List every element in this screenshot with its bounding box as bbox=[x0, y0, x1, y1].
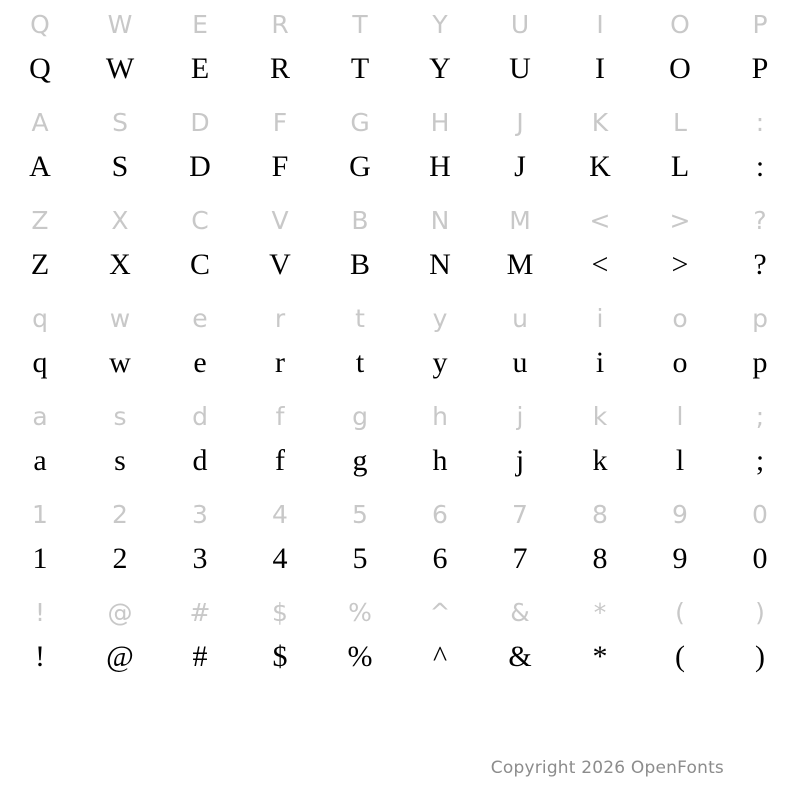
glyph-sample: 2 bbox=[112, 542, 128, 575]
glyph-label: J bbox=[516, 108, 524, 137]
glyph-label: k bbox=[592, 402, 608, 431]
glyph-cell bbox=[400, 298, 480, 396]
glyph-sample: a bbox=[33, 444, 47, 477]
glyph-label: ! bbox=[34, 598, 46, 627]
glyph-row bbox=[0, 200, 800, 298]
glyph-label: f bbox=[275, 402, 285, 431]
glyph-cell bbox=[160, 102, 240, 200]
glyph-label: X bbox=[111, 206, 129, 235]
glyph-cell bbox=[480, 4, 560, 102]
glyph-cell bbox=[640, 396, 720, 494]
glyph-label: M bbox=[509, 206, 531, 235]
glyph-sample: ! bbox=[35, 640, 45, 673]
glyph-sample: h bbox=[432, 444, 448, 477]
glyph-sample: T bbox=[350, 52, 370, 85]
glyph-label: E bbox=[192, 10, 208, 39]
glyph-label: ; bbox=[755, 402, 765, 431]
glyph-label: o bbox=[672, 304, 688, 333]
glyph-label: W bbox=[107, 10, 133, 39]
glyph-cell bbox=[320, 102, 400, 200]
glyph-sample: 3 bbox=[192, 542, 208, 575]
glyph-cell bbox=[720, 494, 800, 592]
glyph-cell bbox=[720, 200, 800, 298]
glyph-row bbox=[0, 298, 800, 396]
glyph-label: q bbox=[32, 304, 48, 333]
glyph-row bbox=[0, 494, 800, 592]
glyph-label: A bbox=[31, 108, 49, 137]
glyph-sample: f bbox=[275, 444, 285, 477]
glyph-cell bbox=[560, 494, 640, 592]
glyph-cell bbox=[80, 298, 160, 396]
glyph-cell bbox=[80, 592, 160, 690]
glyph-label: * bbox=[593, 598, 607, 627]
glyph-cell bbox=[560, 592, 640, 690]
glyph-sample: Q bbox=[29, 52, 51, 85]
glyph-label: 3 bbox=[192, 500, 208, 529]
copyright-text: Copyright 2026 OpenFonts bbox=[490, 758, 724, 778]
glyph-sample: % bbox=[347, 640, 373, 673]
glyph-sample: $ bbox=[272, 640, 288, 673]
glyph-cell bbox=[480, 592, 560, 690]
glyph-label: S bbox=[112, 108, 128, 137]
glyph-sample: g bbox=[352, 444, 368, 477]
glyph-cell bbox=[160, 592, 240, 690]
footer bbox=[0, 758, 800, 778]
glyph-label: l bbox=[676, 402, 684, 431]
glyph-cell bbox=[240, 396, 320, 494]
glyph-label: 4 bbox=[272, 500, 288, 529]
glyph-label: P bbox=[752, 10, 768, 39]
glyph-sample: ; bbox=[755, 444, 765, 477]
glyph-sample: D bbox=[189, 150, 211, 183]
glyph-label: d bbox=[192, 402, 208, 431]
glyph-sample: p bbox=[752, 346, 768, 379]
glyph-sample: V bbox=[269, 248, 291, 281]
glyph-label: $ bbox=[272, 598, 288, 627]
glyph-label: B bbox=[351, 206, 369, 235]
glyph-sample: k bbox=[592, 444, 608, 477]
glyph-cell bbox=[240, 592, 320, 690]
glyph-sample: Z bbox=[30, 248, 50, 281]
glyph-sample: I bbox=[595, 52, 605, 85]
glyph-label: g bbox=[352, 402, 368, 431]
glyph-sample: K bbox=[589, 150, 611, 183]
glyph-sample: # bbox=[192, 640, 208, 673]
glyph-cell bbox=[480, 298, 560, 396]
glyph-label: t bbox=[355, 304, 365, 333]
glyph-label: O bbox=[670, 10, 690, 39]
glyph-label: R bbox=[271, 10, 289, 39]
glyph-sample: B bbox=[349, 248, 370, 281]
glyph-cell bbox=[560, 102, 640, 200]
glyph-sample: E bbox=[190, 52, 210, 85]
glyph-sample: q bbox=[32, 346, 48, 379]
glyph-label: Z bbox=[31, 206, 49, 235]
glyph-cell bbox=[80, 494, 160, 592]
glyph-cell bbox=[320, 298, 400, 396]
glyph-cell bbox=[640, 494, 720, 592]
glyph-label: u bbox=[512, 304, 528, 333]
glyph-sample: W bbox=[105, 52, 135, 85]
glyph-cell bbox=[0, 592, 80, 690]
glyph-cell bbox=[0, 102, 80, 200]
glyph-sample: Y bbox=[429, 52, 451, 85]
glyph-cell bbox=[240, 298, 320, 396]
glyph-sample: ) bbox=[755, 640, 765, 673]
glyph-cell bbox=[400, 200, 480, 298]
glyph-cell bbox=[160, 298, 240, 396]
glyph-label: 8 bbox=[592, 500, 608, 529]
glyph-cell bbox=[560, 4, 640, 102]
glyph-label: T bbox=[352, 10, 368, 39]
glyph-sample: O bbox=[669, 52, 691, 85]
glyph-cell bbox=[0, 396, 80, 494]
glyph-sample: s bbox=[114, 444, 126, 477]
glyph-cell bbox=[400, 494, 480, 592]
glyph-label: ? bbox=[753, 206, 767, 235]
glyph-cell bbox=[0, 4, 80, 102]
glyph-cell bbox=[320, 4, 400, 102]
glyph-cell bbox=[0, 494, 80, 592]
glyph-cell bbox=[0, 200, 80, 298]
glyph-sample: 4 bbox=[272, 542, 288, 575]
glyph-cell bbox=[720, 396, 800, 494]
glyph-sample: t bbox=[355, 346, 365, 379]
glyph-sample: 9 bbox=[672, 542, 688, 575]
glyph-sample: o bbox=[672, 346, 688, 379]
glyph-sample: y bbox=[432, 346, 448, 379]
glyph-cell bbox=[640, 102, 720, 200]
glyph-label: 2 bbox=[112, 500, 128, 529]
glyph-label: V bbox=[271, 206, 289, 235]
glyph-label: @ bbox=[107, 598, 133, 627]
glyph-label: & bbox=[510, 598, 530, 627]
glyph-label: % bbox=[348, 598, 372, 627]
glyph-sample: J bbox=[514, 150, 526, 183]
glyph-sample: * bbox=[592, 640, 608, 673]
glyph-cell bbox=[720, 4, 800, 102]
glyph-label: H bbox=[430, 108, 450, 137]
glyph-cell bbox=[720, 298, 800, 396]
glyph-cell bbox=[240, 200, 320, 298]
glyph-label: G bbox=[350, 108, 370, 137]
glyph-cell bbox=[400, 592, 480, 690]
glyph-sample: R bbox=[269, 52, 290, 85]
glyph-sample: M bbox=[506, 248, 534, 281]
glyph-sample: > bbox=[671, 248, 689, 281]
glyph-sample: < bbox=[591, 248, 609, 281]
glyph-cell bbox=[480, 200, 560, 298]
glyph-row bbox=[0, 396, 800, 494]
glyph-label: ( bbox=[675, 598, 685, 627]
glyph-sample: d bbox=[192, 444, 208, 477]
glyph-sample: w bbox=[109, 346, 131, 379]
glyph-cell bbox=[320, 396, 400, 494]
glyph-sample: ( bbox=[675, 640, 685, 673]
glyph-cell bbox=[400, 102, 480, 200]
glyph-label: K bbox=[591, 108, 609, 137]
glyph-cell bbox=[80, 4, 160, 102]
glyph-sample: j bbox=[515, 444, 525, 477]
glyph-label: N bbox=[430, 206, 450, 235]
glyph-cell bbox=[640, 592, 720, 690]
glyph-sample: G bbox=[349, 150, 371, 183]
glyph-label: < bbox=[589, 206, 611, 235]
glyph-sample: 6 bbox=[432, 542, 448, 575]
glyph-cell bbox=[240, 102, 320, 200]
glyph-sample: u bbox=[512, 346, 528, 379]
glyph-cell bbox=[480, 396, 560, 494]
glyph-cell bbox=[160, 396, 240, 494]
glyph-label: # bbox=[189, 598, 211, 627]
glyph-label: 9 bbox=[672, 500, 688, 529]
glyph-sample: 8 bbox=[592, 542, 608, 575]
glyph-cell bbox=[320, 494, 400, 592]
glyph-cell bbox=[640, 200, 720, 298]
glyph-label: Y bbox=[432, 10, 448, 39]
glyph-cell bbox=[160, 494, 240, 592]
glyph-sample: S bbox=[111, 150, 129, 183]
glyph-sample: r bbox=[275, 346, 285, 379]
glyph-sample: 5 bbox=[352, 542, 368, 575]
glyph-row bbox=[0, 102, 800, 200]
glyph-label: i bbox=[596, 304, 604, 333]
glyph-cell bbox=[560, 396, 640, 494]
glyph-label: : bbox=[755, 108, 765, 137]
glyph-sample: ? bbox=[753, 248, 767, 281]
glyph-label: L bbox=[673, 108, 687, 137]
glyph-label: e bbox=[192, 304, 208, 333]
glyph-sample: P bbox=[751, 52, 769, 85]
glyph-label: U bbox=[510, 10, 530, 39]
glyph-sample: & bbox=[508, 640, 532, 673]
glyph-cell bbox=[400, 396, 480, 494]
glyph-cell bbox=[160, 4, 240, 102]
glyph-label: C bbox=[191, 206, 209, 235]
glyph-sample: 7 bbox=[512, 542, 528, 575]
glyph-row bbox=[0, 4, 800, 102]
glyph-sample: F bbox=[271, 150, 289, 183]
glyph-sample: i bbox=[595, 346, 605, 379]
glyph-label: ^ bbox=[429, 598, 451, 627]
glyph-label: a bbox=[32, 402, 48, 431]
glyph-sample: l bbox=[675, 444, 685, 477]
glyph-cell bbox=[640, 298, 720, 396]
glyph-cell bbox=[560, 200, 640, 298]
glyph-sample: @ bbox=[106, 640, 134, 673]
glyph-label: D bbox=[190, 108, 210, 137]
glyph-cell bbox=[480, 494, 560, 592]
glyph-sample: X bbox=[109, 248, 131, 281]
glyph-label: ) bbox=[755, 598, 765, 627]
glyph-cell bbox=[160, 200, 240, 298]
glyph-row bbox=[0, 592, 800, 690]
glyph-label: I bbox=[596, 10, 604, 39]
glyph-label: h bbox=[432, 402, 448, 431]
glyph-cell bbox=[240, 494, 320, 592]
glyph-cell bbox=[240, 4, 320, 102]
glyph-sample: 1 bbox=[32, 542, 48, 575]
glyph-cell bbox=[320, 200, 400, 298]
glyph-sample: H bbox=[429, 150, 451, 183]
glyph-sample: : bbox=[755, 150, 765, 183]
glyph-label: y bbox=[432, 304, 448, 333]
glyph-sample: U bbox=[509, 52, 531, 85]
glyph-cell bbox=[320, 592, 400, 690]
glyph-cell bbox=[80, 396, 160, 494]
glyph-label: s bbox=[113, 402, 127, 431]
glyph-label: 0 bbox=[752, 500, 768, 529]
glyph-cell bbox=[720, 592, 800, 690]
glyph-label: r bbox=[274, 304, 286, 333]
glyph-label: 7 bbox=[512, 500, 528, 529]
glyph-cell bbox=[720, 102, 800, 200]
glyph-sample: 0 bbox=[752, 542, 768, 575]
glyph-label: p bbox=[752, 304, 768, 333]
glyph-sample: e bbox=[193, 346, 207, 379]
glyph-label: 1 bbox=[32, 500, 48, 529]
glyph-sample: A bbox=[29, 150, 51, 183]
glyph-label: w bbox=[109, 304, 131, 333]
glyph-cell bbox=[80, 102, 160, 200]
glyph-label: 6 bbox=[432, 500, 448, 529]
glyph-cell bbox=[80, 200, 160, 298]
glyph-cell bbox=[560, 298, 640, 396]
glyph-cell bbox=[640, 4, 720, 102]
glyph-cell bbox=[480, 102, 560, 200]
glyph-label: > bbox=[669, 206, 691, 235]
glyph-label: Q bbox=[30, 10, 50, 39]
glyph-sample: ^ bbox=[432, 640, 448, 673]
glyph-cell bbox=[0, 298, 80, 396]
glyph-label: 5 bbox=[352, 500, 368, 529]
glyph-label: F bbox=[272, 108, 288, 137]
glyph-sample: L bbox=[670, 150, 690, 183]
glyph-cell bbox=[400, 4, 480, 102]
glyph-label: j bbox=[516, 402, 524, 431]
glyph-sample: C bbox=[189, 248, 210, 281]
glyph-sample: N bbox=[429, 248, 451, 281]
